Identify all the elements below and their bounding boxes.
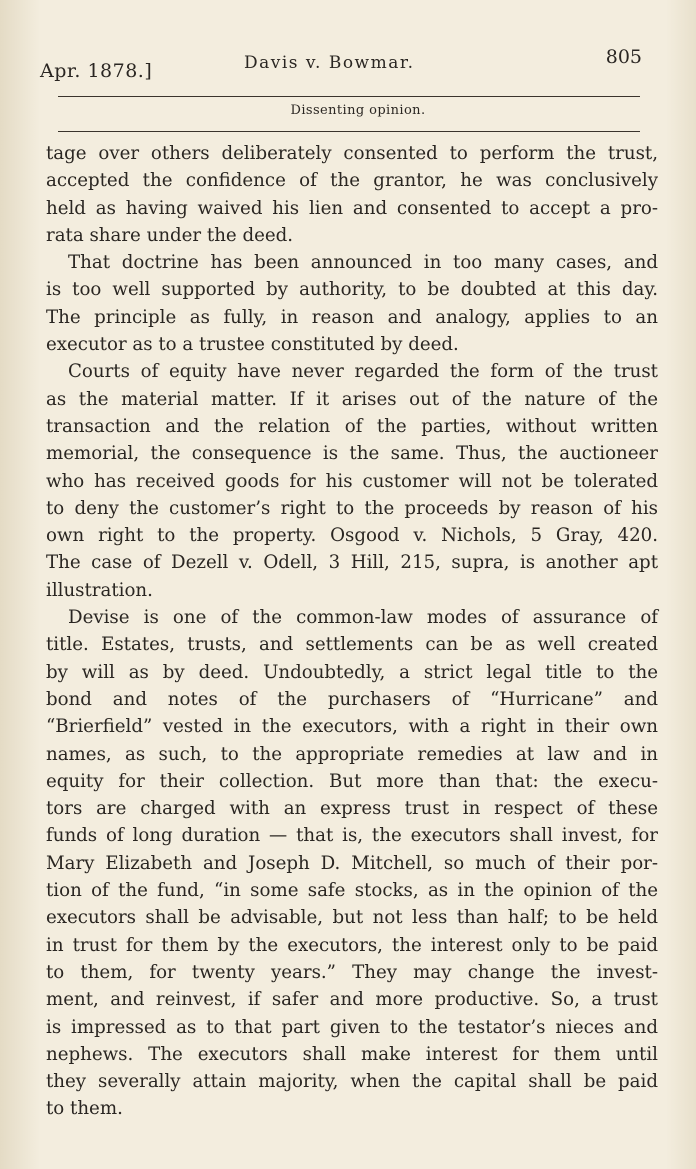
text-line: tage over others deliberately consented to perform the trust, bbox=[46, 143, 658, 164]
paragraph bbox=[46, 249, 658, 358]
text-line: transaction and the relation of the parties, without written bbox=[46, 415, 658, 437]
text-line: executor as to a trustee constituted by deed. bbox=[46, 334, 459, 356]
text-line: nephews. The executors shall make interest for them until bbox=[46, 1043, 658, 1065]
paragraph bbox=[46, 358, 658, 604]
text-line: as the material matter. If it arises out of the nature of the bbox=[46, 388, 658, 410]
text-line: Devise is one of the common-law modes of assurance of bbox=[68, 607, 658, 629]
text-line: names, as such, to the appropriate remedies at law and in bbox=[46, 743, 658, 765]
text-line: accepted the confidence of the grantor, he was conclusively bbox=[46, 170, 658, 192]
text-line: Courts of equity have never regarded the form of the trust bbox=[68, 361, 658, 383]
text-line: ment, and reinvest, if safer and more productive. So, a trust bbox=[46, 989, 658, 1011]
section-subheading bbox=[0, 103, 696, 118]
text-line: The principle as fully, in reason and analogy, applies to an bbox=[46, 306, 658, 328]
paragraph bbox=[46, 140, 658, 249]
opinion-body bbox=[46, 140, 658, 1123]
text-line: title. Estates, trusts, and settlements can be as well created bbox=[46, 634, 658, 656]
text-line: is too well supported by authority, to be doubted at this day. bbox=[46, 279, 658, 301]
text-line: to them. bbox=[46, 1098, 123, 1120]
text-line: in trust for them by the executors, the interest only to be paid bbox=[46, 934, 658, 956]
text-line: tors are charged with an express trust in respect of these bbox=[46, 798, 658, 820]
text-line: rata share under the deed. bbox=[46, 224, 294, 246]
text-line: is impressed as to that part given to the testator’s nieces and bbox=[46, 1016, 658, 1038]
text-line: equity for their collection. But more than that: the execu- bbox=[46, 770, 658, 792]
paragraph bbox=[46, 604, 658, 1123]
header-page-number: 805 bbox=[605, 46, 642, 68]
header-rule-top bbox=[58, 96, 640, 97]
text-line: funds of long duration — that is, the executors shall invest, for bbox=[46, 825, 658, 847]
text-line: That doctrine has been announced in too many cases, and bbox=[68, 252, 658, 274]
text-line: they severally attain majority, when the capital shall be paid bbox=[46, 1071, 658, 1093]
text-line: own right to the property. Osgood v. Nichols, 5 Gray, 420. bbox=[46, 525, 658, 547]
text-line: to them, for twenty years.” They may change the invest- bbox=[46, 961, 658, 983]
text-line: illustration. bbox=[46, 579, 153, 601]
text-line: tion of the fund, “in some safe stocks, as in the opinion of the bbox=[46, 880, 658, 902]
header-date: Apr. 1878.] bbox=[40, 60, 153, 82]
text-line: bond and notes of the purchasers of “Hurricane” and bbox=[46, 688, 658, 710]
text-line: held as having waived his lien and consented to accept a pro- bbox=[46, 197, 658, 219]
running-head bbox=[40, 46, 656, 82]
text-line: Mary Elizabeth and Joseph D. Mitchell, so much of their por- bbox=[46, 852, 658, 874]
text-line: to deny the customer’s right to the proceeds by reason of his bbox=[46, 497, 658, 519]
text-line: memorial, the consequence is the same. Thus, the auctioneer bbox=[46, 443, 658, 465]
header-case-title: Davis v. Bowmar. bbox=[244, 53, 415, 73]
text-line: executors shall be advisable, but not less than half; to be held bbox=[46, 907, 658, 929]
text-line: The case of Dezell v. Odell, 3 Hill, 215, supra, is another apt bbox=[46, 552, 658, 574]
header-rule-bottom bbox=[58, 131, 640, 132]
subheading-text: Dissenting opinion. bbox=[290, 103, 426, 118]
text-line: by will as by deed. Undoubtedly, a strict legal title to the bbox=[46, 661, 658, 683]
text-line: “Brierfield” vested in the executors, with a right in their own bbox=[46, 716, 658, 738]
text-line: who has received goods for his customer will not be tolerated bbox=[46, 470, 658, 492]
